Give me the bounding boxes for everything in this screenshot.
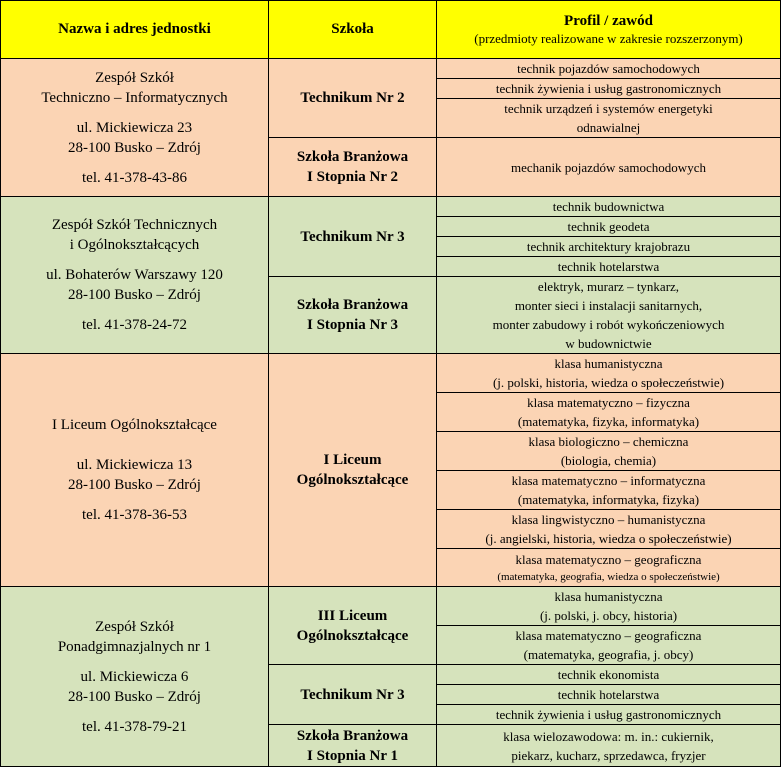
unit-name: i Ogólnokształcących xyxy=(69,237,200,253)
unit-phone: tel. 41-378-24-72 xyxy=(82,317,187,333)
header-school: Szkoła xyxy=(269,1,437,59)
profile-cell xyxy=(437,685,781,705)
unit-street: ul. Mickiewicza 6 xyxy=(80,668,189,685)
profile-cell xyxy=(437,549,781,587)
unit-city: 28-100 Busko – Zdrój xyxy=(68,688,201,705)
header-profile-title: Profil / zawód xyxy=(564,12,653,29)
profile-line: (matematyka, fizyka, informatyka) xyxy=(517,414,700,429)
school-cell xyxy=(269,59,437,138)
unit-name: Ponadgimnazjalnych nr 1 xyxy=(57,638,212,655)
school-cell xyxy=(269,197,437,277)
table-row xyxy=(1,354,781,393)
unit-phone: tel. 41-378-43-86 xyxy=(82,169,187,186)
profile-cell xyxy=(437,393,781,432)
profile-line: (matematyka, geografia, wiedza o społeczeństwie) xyxy=(497,571,720,583)
unit-city: 28-100 Busko – Zdrój xyxy=(68,477,201,493)
school-name: Szkoła Branżowa xyxy=(296,149,409,165)
school-cell xyxy=(269,138,437,197)
header-unit: Nazwa i adres jednostki xyxy=(1,1,269,59)
unit-cell xyxy=(1,587,269,767)
unit-name: Zespół Szkół xyxy=(95,69,174,86)
school-name: I Stopnia Nr 1 xyxy=(307,747,398,764)
school-cell xyxy=(269,354,437,587)
profile-line: technik architektury krajobrazu xyxy=(526,239,691,254)
profile-line: (j. angielski, historia, wiedza o społeczeństwie) xyxy=(485,531,732,546)
profile-line: piekarz, kucharz, sprzedawca, fryzjer xyxy=(511,747,706,763)
school-name: Technikum Nr 2 xyxy=(300,90,405,106)
profile-cell xyxy=(437,510,781,549)
profile-cell xyxy=(437,99,781,138)
school-name: Ogólnokształcące xyxy=(296,627,409,644)
profile-line: (matematyka, informatyka, fizyka) xyxy=(517,492,700,507)
profile-line: technik pojazdów samochodowych xyxy=(517,61,700,76)
profile-line: klasa humanistyczna xyxy=(554,356,663,371)
profile-line: (j. polski, historia, wiedza o społeczeństwie) xyxy=(492,375,725,390)
unit-street: ul. Mickiewicza 23 xyxy=(76,119,193,136)
profile-line: klasa biologiczno – chemiczna xyxy=(528,434,689,449)
school-name: Szkoła Branżowa xyxy=(296,297,409,313)
profile-cell xyxy=(437,626,781,665)
unit-street: ul. Bohaterów Warszawy 120 xyxy=(46,267,223,283)
unit-street: ul. Mickiewicza 13 xyxy=(76,457,193,473)
school-cell xyxy=(269,587,437,665)
profile-cell xyxy=(437,257,781,277)
profile-cell xyxy=(437,237,781,257)
profile-line: klasa matematyczno – geograficzna xyxy=(515,552,702,567)
profile-cell xyxy=(437,79,781,99)
unit-name: Zespół Szkół Technicznych xyxy=(51,217,218,233)
profile-line: technik żywienia i usług gastronomicznych xyxy=(495,81,722,96)
school-cell xyxy=(269,277,437,354)
profile-line: odnawialnej xyxy=(576,120,641,135)
profile-line: klasa lingwistyczno – humanistyczna xyxy=(511,512,706,527)
unit-name: Zespół Szkół xyxy=(95,618,174,635)
profile-cell xyxy=(437,471,781,510)
unit-name: Techniczno – Informatycznych xyxy=(41,89,228,106)
school-name: Technikum Nr 3 xyxy=(300,686,405,703)
header-row xyxy=(1,1,781,59)
profile-cell xyxy=(437,59,781,79)
profile-cell xyxy=(437,705,781,725)
profile-line: monter sieci i instalacji sanitarnych, xyxy=(514,298,703,313)
profile-line: technik urządzeń i systemów energetyki xyxy=(504,101,713,116)
profile-line: mechanik pojazdów samochodowych xyxy=(511,159,706,175)
unit-cell xyxy=(1,197,269,354)
profile-cell xyxy=(437,665,781,685)
profile-line: klasa humanistyczna xyxy=(554,589,663,604)
unit-city: 28-100 Busko – Zdrój xyxy=(68,287,201,303)
profile-cell xyxy=(437,197,781,217)
profile-line: klasa matematyczno – fizyczna xyxy=(527,395,690,410)
profile-line: monter zabudowy i robót wykończeniowych xyxy=(492,317,725,332)
profile-line: klasa wielozawodowa: m. in.: cukiernik, xyxy=(503,728,714,744)
profile-line: klasa matematyczno – informatyczna xyxy=(511,473,706,488)
table-row xyxy=(1,587,781,626)
profile-line: w budownictwie xyxy=(565,336,652,351)
school-name: Technikum Nr 3 xyxy=(300,228,405,245)
profile-line: (j. polski, j. obcy, historia) xyxy=(539,608,678,623)
profile-cell xyxy=(437,217,781,237)
profile-line: technik hotelarstwa xyxy=(557,259,660,274)
school-name: I Stopnia Nr 3 xyxy=(307,317,398,333)
table-row xyxy=(1,197,781,217)
profile-line: technik hotelarstwa xyxy=(557,687,660,702)
table-row xyxy=(1,59,781,79)
school-name: Szkoła Branżowa xyxy=(296,727,409,744)
school-name: I Liceum xyxy=(323,452,382,468)
profile-line: technik geodeta xyxy=(567,219,650,234)
school-cell xyxy=(269,665,437,725)
profile-line: technik ekonomista xyxy=(557,667,660,682)
unit-phone: tel. 41-378-36-53 xyxy=(82,507,187,523)
profile-cell xyxy=(437,277,781,354)
profile-line: (matematyka, geografia, j. obcy) xyxy=(523,647,694,662)
unit-cell xyxy=(1,59,269,197)
profile-line: technik żywienia i usług gastronomicznych xyxy=(495,707,722,722)
school-name: III Liceum xyxy=(317,607,388,624)
school-cell xyxy=(269,725,437,767)
unit-city: 28-100 Busko – Zdrój xyxy=(68,139,201,156)
profile-cell xyxy=(437,725,781,767)
unit-name: I Liceum Ogólnokształcące xyxy=(52,417,217,433)
profile-cell xyxy=(437,138,781,197)
unit-phone: tel. 41-378-79-21 xyxy=(82,718,187,735)
header-profile-subtitle: (przedmioty realizowane w zakresie rozszerzonym) xyxy=(474,30,743,46)
profile-cell xyxy=(437,432,781,471)
profile-cell xyxy=(437,354,781,393)
profile-line: elektryk, murarz – tynkarz, xyxy=(537,279,680,294)
profile-line: technik budownictwa xyxy=(552,199,665,214)
profile-line: klasa matematyczno – geograficzna xyxy=(515,628,702,643)
profile-line: (biologia, chemia) xyxy=(560,453,657,468)
unit-cell xyxy=(1,354,269,587)
school-name: I Stopnia Nr 2 xyxy=(307,169,398,185)
header-profile xyxy=(437,1,781,59)
profile-cell xyxy=(437,587,781,626)
school-name: Ogólnokształcące xyxy=(296,472,409,488)
